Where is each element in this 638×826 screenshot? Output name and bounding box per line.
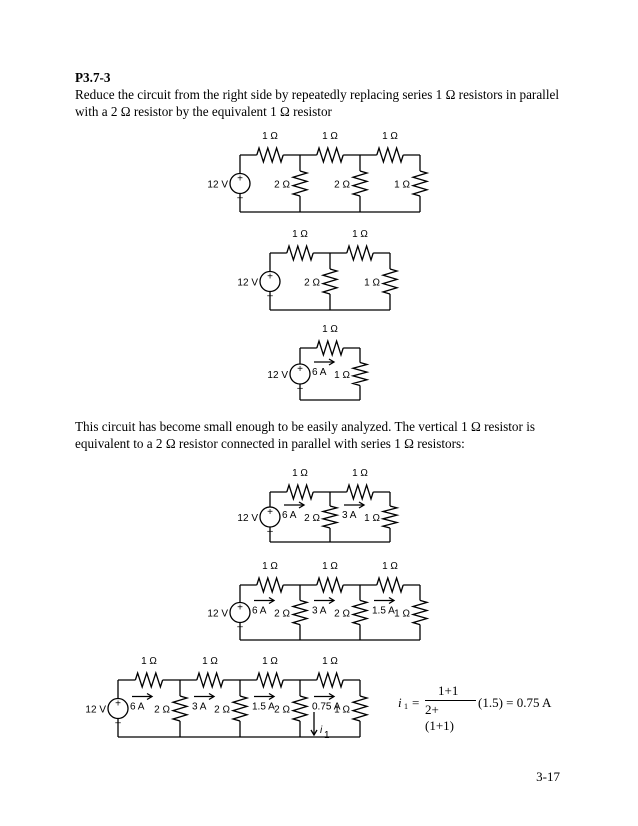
source-label: 12 V	[207, 179, 228, 191]
shunt-resistor-label: 1 Ω	[334, 370, 350, 381]
resistor-zigzag	[257, 148, 283, 162]
current-label: 6 A	[130, 701, 145, 713]
source-minus: –	[237, 621, 243, 633]
i1-sub: 1	[324, 730, 330, 741]
shunt-resistor-label: 2 Ω	[304, 513, 320, 524]
source-label: 12 V	[267, 370, 288, 381]
circuit-6	[85, 656, 367, 737]
source-label: 12 V	[85, 704, 106, 716]
source-minus: –	[267, 526, 273, 537]
source-plus: +	[115, 698, 121, 710]
shunt-resistor-label: 1 Ω	[394, 608, 410, 620]
shunt-resistor-label: 2 Ω	[274, 704, 290, 716]
resistor-zigzag	[347, 246, 373, 260]
resistor-zigzag	[287, 246, 313, 260]
resistor-zigzag	[413, 171, 427, 196]
current-label: 1.5 A	[372, 605, 395, 617]
eq-equals: =	[412, 695, 420, 710]
source-plus: +	[237, 602, 243, 614]
shunt-resistor-label: 1 Ω	[364, 277, 380, 289]
series-resistor-label: 1 Ω	[322, 131, 338, 142]
series-resistor-label: 1 Ω	[322, 561, 338, 572]
resistor-zigzag	[293, 600, 307, 624]
problem-heading: P3.7-3	[75, 70, 111, 85]
series-resistor-label: 1 Ω	[382, 561, 398, 572]
eq-denominator: 2+(1+1)	[425, 702, 454, 733]
current-label: 3 A	[312, 605, 327, 617]
current-label: 3 A	[192, 701, 207, 713]
circuit-3	[267, 324, 367, 400]
shunt-resistor-label: 1 Ω	[364, 513, 380, 524]
resistor-zigzag	[317, 578, 343, 592]
series-resistor-label: 1 Ω	[292, 468, 308, 479]
current-label: 3 A	[342, 510, 357, 521]
circuit-2	[237, 229, 397, 310]
source-plus: +	[297, 364, 303, 375]
source-label: 12 V	[237, 513, 258, 524]
resistor-zigzag	[353, 696, 367, 721]
series-resistor-label: 1 Ω	[322, 324, 338, 335]
resistor-zigzag	[287, 485, 313, 499]
eq-fraction-bar	[425, 700, 476, 701]
resistor-zigzag	[317, 341, 343, 355]
source-plus: +	[267, 507, 273, 518]
shunt-resistor-label: 2 Ω	[154, 704, 170, 716]
resistor-zigzag	[353, 363, 367, 386]
source-minus: –	[297, 383, 303, 394]
resistor-zigzag	[413, 600, 427, 624]
series-resistor-label: 1 Ω	[262, 561, 278, 572]
series-resistor-label: 1 Ω	[352, 229, 368, 240]
eq-lhs: i	[398, 695, 402, 710]
circuit-5	[207, 561, 427, 640]
resistor-zigzag	[353, 171, 367, 196]
circuit-1	[207, 131, 427, 212]
current-label: 6 A	[252, 605, 267, 617]
resistor-zigzag	[377, 148, 403, 162]
source-minus: –	[115, 717, 121, 729]
circuit-4	[237, 468, 397, 542]
resistor-zigzag	[317, 148, 343, 162]
resistor-zigzag	[317, 673, 343, 687]
resistor-zigzag	[135, 673, 162, 687]
series-resistor-label: 1 Ω	[352, 468, 368, 479]
i1-label: i	[320, 725, 323, 736]
current-label: 6 A	[312, 367, 327, 378]
resistor-zigzag	[377, 578, 403, 592]
series-resistor-label: 1 Ω	[382, 131, 398, 142]
current-label: 6 A	[282, 510, 297, 521]
shunt-resistor-label: 2 Ω	[304, 277, 320, 289]
shunt-resistor-label: 2 Ω	[274, 179, 290, 191]
shunt-resistor-label: 1 Ω	[394, 179, 410, 191]
source-label: 12 V	[207, 608, 228, 620]
source-minus: –	[237, 192, 243, 204]
source-plus: +	[267, 271, 273, 283]
shunt-resistor-label: 1 Ω	[334, 704, 350, 716]
current-label: 1.5 A	[252, 701, 275, 713]
resistor-zigzag	[347, 485, 373, 499]
page-number: 3-17	[536, 769, 560, 784]
series-resistor-label: 1 Ω	[202, 656, 218, 667]
series-resistor-label: 1 Ω	[262, 656, 278, 667]
shunt-resistor-label: 2 Ω	[334, 179, 350, 191]
series-resistor-label: 1 Ω	[322, 656, 338, 667]
resistor-zigzag	[323, 269, 337, 294]
resistor-zigzag	[293, 171, 307, 196]
resistor-zigzag	[353, 600, 367, 624]
resistor-zigzag	[233, 696, 247, 721]
resistor-zigzag	[173, 696, 187, 721]
source-minus: –	[267, 290, 273, 302]
current-label: 0.75 A	[312, 701, 341, 713]
resistor-zigzag	[293, 696, 307, 721]
shunt-resistor-label: 2 Ω	[214, 704, 230, 716]
resistor-zigzag	[257, 673, 283, 687]
eq-numerator: 1+1	[438, 683, 459, 698]
resistor-zigzag	[323, 506, 337, 528]
series-resistor-label: 1 Ω	[141, 656, 157, 667]
series-resistor-label: 1 Ω	[262, 131, 278, 142]
intro-paragraph: Reduce the circuit from the right side by repeatedly replacing series 1 Ω resistors in parallel with a 2 Ω resistor by the equivalent 1 Ω resistor	[75, 87, 560, 119]
resistor-zigzag	[197, 673, 223, 687]
middle-paragraph: This circuit has become small enough to be easily analyzed. The vertical 1 Ω resistor is equivalent to a 2 Ω resistor connected in parallel with series 1 Ω resistors:	[75, 419, 535, 451]
resistor-zigzag	[383, 269, 397, 294]
source-plus: +	[237, 173, 243, 185]
source-label: 12 V	[237, 277, 258, 289]
series-resistor-label: 1 Ω	[292, 229, 308, 240]
resistor-zigzag	[383, 506, 397, 528]
eq-lhs-sub: 1	[404, 702, 408, 711]
shunt-resistor-label: 2 Ω	[334, 608, 350, 620]
resistor-zigzag	[257, 578, 283, 592]
eq-rest: (1.5) = 0.75 A	[478, 695, 552, 710]
shunt-resistor-label: 2 Ω	[274, 608, 290, 620]
